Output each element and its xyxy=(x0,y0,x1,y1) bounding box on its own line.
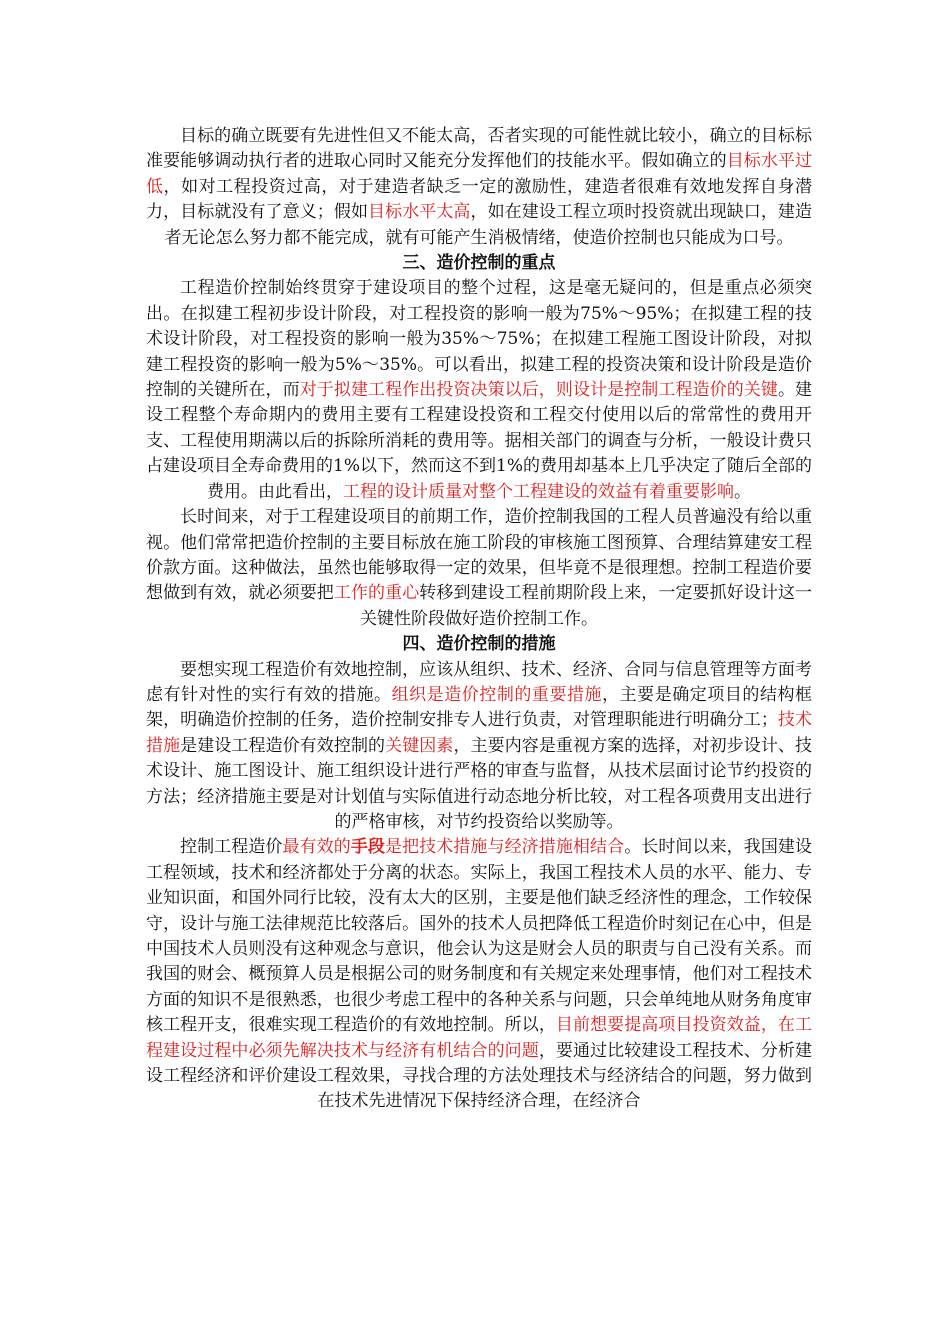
highlight-run: 最有效的 xyxy=(282,837,351,858)
highlight-run: 组织是造价控制的重要措施 xyxy=(391,684,603,705)
text-run: 工程造价控制始终贯穿于建设项目的整个过程，这是毫无疑问的，但是重点必须突出。在拟建工程初步设计阶段，对工程投资的影响一般为75%～95%；在拟建工程的技术设计阶段，对工程投资的影响一般为35%～75%；在拟建工程施工图设计阶段，对拟建工程投资的影响一般为5%～35%。可以看出，拟建工程的投资决策和设计阶段是造价控制的关键所在，而 xyxy=(146,278,812,401)
text-run: 。长时间以来，我国建设工程领域，技术和经济都处于分离的状态。实际上，我国工程技术人员的水平、能力、专业知识面，和国外同行比较，没有太大的区别，主要是他们缺乏经济性的理念，工作较保守，设计与施工法律规范比较落后。国外的技术人员把降低工程造价时刻记在心中，但是中国技术人员则没有这种观念与意识，他会认为这是财会人员的职责与自己没有关系。而我国的财会、概预算人员是根据公司的财务制度和有关规定来处理事情，他们对工程技术方面的知识不是很熟悉，也很少考虑工程中的各种关系与问题，只会单纯地从财务角度审核工程开支，很难实现工程造价的有效地控制。所以， xyxy=(146,837,813,1036)
highlight-run: 目标水平过低 xyxy=(146,151,813,197)
highlight-run: 对于拟建工程作出投资决策以后，则设计是控制工程造价的关键 xyxy=(299,380,778,401)
text-run: ，如在建设工程立项时投资就出现缺口，建造者无论怎么努力都不能完成，就有可能产生消极情绪，使造价控制也只能成为口号。 xyxy=(164,202,813,248)
highlight-run: 目前想要提高项目投资效益，在工程建设过程中必须先解决技术与经济有机结合的问题 xyxy=(146,1015,813,1061)
paragraph-measures xyxy=(146,658,812,836)
text-run: 长时间来，对于工程建设项目的前期工作，造价控制我国的工程人员普遍没有给以重视。他们常常把造价控制的主要目标放在施工阶段的审核施工图预算、合理结算建安工程价款方面。这种做法，虽然也能够取得一定的效果，但毕竟不是很理想。控制工程造价要想做到有效，就必须要把 xyxy=(146,507,812,604)
section-heading-4: 四、造价控制的措施 xyxy=(402,634,556,655)
text-run: ，如对工程投资过高，对于建造者缺乏一定的激励性，建造者很难有效地发挥自身潜力，目标就没有了意义；假如 xyxy=(146,176,813,223)
text-run: 转移到建设工程前期阶段上来，一定要抓好设计这一关键性阶段做好造价控制工作。 xyxy=(360,583,813,629)
highlight-run: 工作的重心 xyxy=(333,583,420,604)
highlight-run: 是把技术措施与经济措施相结合 xyxy=(385,837,625,858)
document-page xyxy=(146,124,812,1115)
text-run: 控制工程造价 xyxy=(180,837,283,858)
text-run: 目标的确立既要有先进性但又不能太高，否者实现的可能性就比较小，确立的目标标准要能够调动执行者的进取心同时又能充分发挥他们的技能水平。假如确立的 xyxy=(146,126,812,172)
paragraph-early-stage xyxy=(146,505,812,632)
highlight-run: 技术措施 xyxy=(146,710,813,756)
paragraph-target-setting xyxy=(146,124,812,251)
text-run: 是建设工程造价有效控制的 xyxy=(180,735,386,756)
text-run: ，主要是确定项目的结构框架，明确造价控制的任务，造价控制安排专人进行负责，对管理职能进行明确分工； xyxy=(146,684,813,731)
paragraph-control-focus xyxy=(146,276,812,505)
highlight-run: 工程的设计质量对整个工程建设的效益有着重要影响 xyxy=(343,481,734,502)
text-run: 要想实现工程造价有效地控制，应该从组织、技术、经济、合同与信息管理等方面考虑有针对性的实行有效的措施。 xyxy=(146,659,812,705)
paragraph-tech-economy xyxy=(146,835,812,1114)
highlight-run: 目标水平太高 xyxy=(368,202,471,223)
text-run: ，主要内容是重视方案的选择，对初步设计、技术设计、施工图设计、施工组织设计进行严格的审查与监督，从技术层面讨论节约投资的方法；经济措施主要是对计划值与实际值进行动态地分析比较，对工程各项费用支出进行的严格审核，对节约投资给以奖励等。 xyxy=(146,735,813,832)
text-run: ，要通过比较建设工程技术、分析建设工程经济和评价建设工程效果，寻找合理的方法处理技术与经济结合的问题，努力做到在技术先进情况下保持经济合理，在经济合 xyxy=(146,1040,813,1112)
section-heading-3: 三、造价控制的重点 xyxy=(402,253,556,274)
highlight-run: 关键因素 xyxy=(385,735,454,756)
highlight-run-bold: 手段 xyxy=(350,837,386,858)
text-run: 。 xyxy=(734,481,751,502)
text-run: 。建设工程整个寿命期内的费用主要有工程建设投资和工程交付使用以后的常常性的费用开支、工程使用期满以后的拆除所消耗的费用等。据相关部门的调查与分析，一般设计费只占建设项目全寿命费用的1%以下，然而这不到1%的费用却基本上几乎决定了随后全部的费用。由此看出， xyxy=(146,380,813,502)
